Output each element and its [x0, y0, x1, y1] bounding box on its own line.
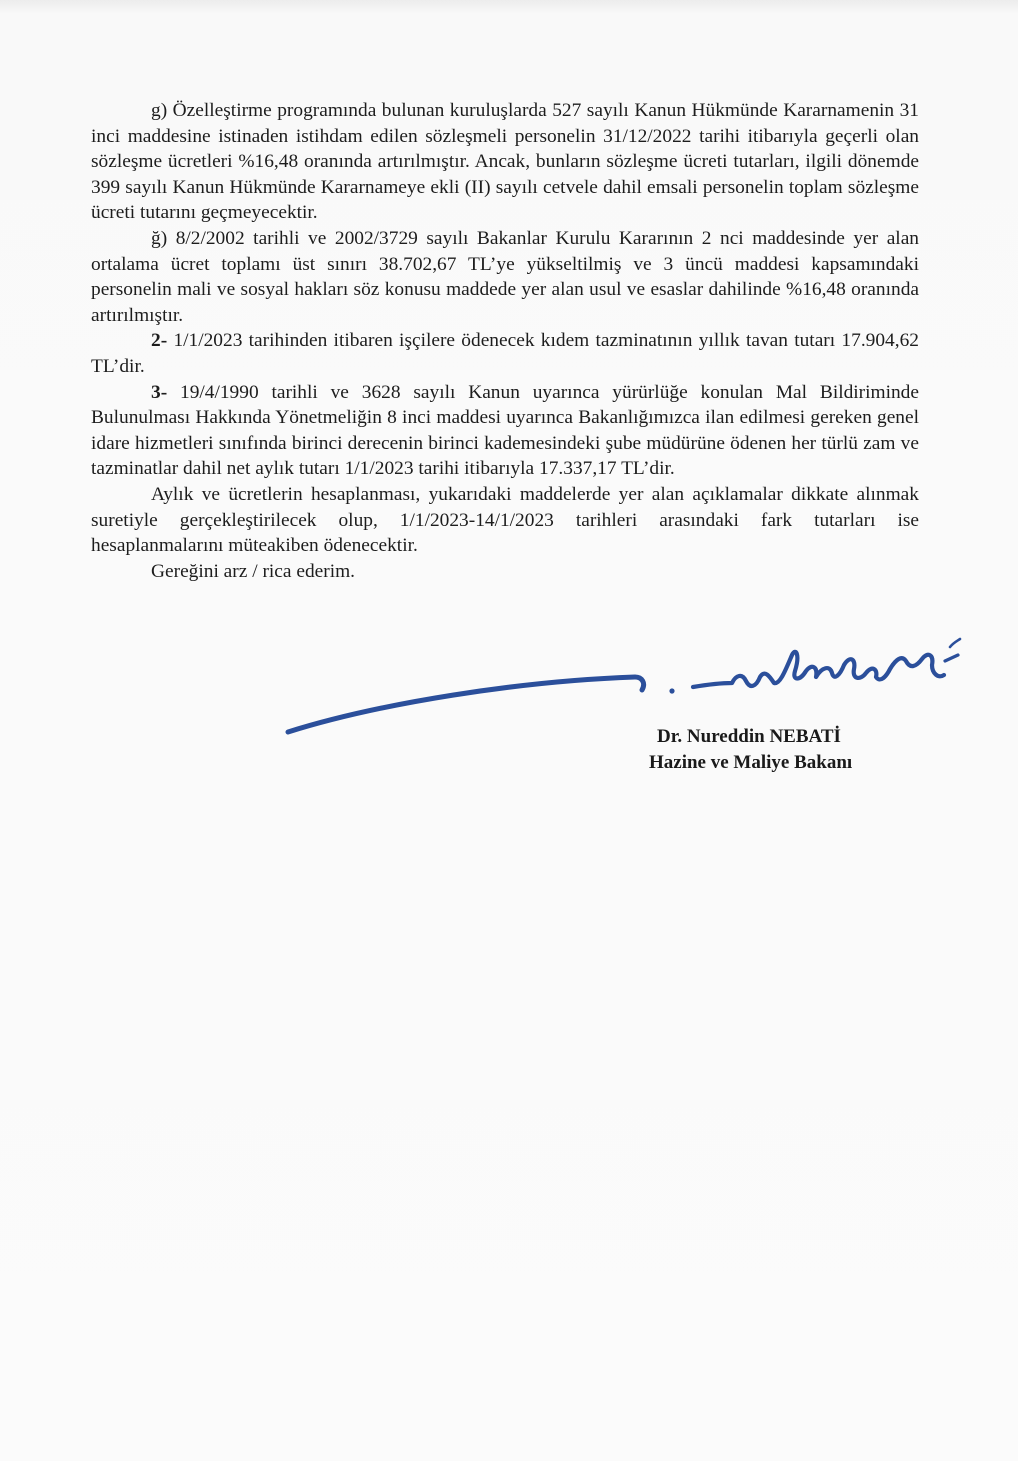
paragraph-closing: Aylık ve ücretlerin hesaplanması, yukarıdaki maddelerde yer alan açıklamalar dikkate alınmak suretiyle gerçekleştirilecek olup, 1/1/2023-14/1/2023 tarihleri arasındaki fark tutarları ise hesaplanmalarını müteakiben ödenecektir.	[91, 483, 919, 557]
letter-body	[91, 98, 919, 584]
signer-name: Dr. Nureddin NEBATİ	[657, 726, 841, 747]
paragraph-gg: ğ) 8/2/2002 tarihli ve 2002/3729 sayılı Bakanlar Kurulu Kararının 2 nci maddesinde yer alan ortalama ücret toplamı üst sınırı 38.702,67 TL’ye yükseltilmiş ve 3 üncü maddesi kapsamındaki personelin mali ve sosyal hakları söz konusu maddede yer alan usul ve esaslar dahilinde %16,48 oranında artırılmıştır.	[91, 227, 919, 326]
paragraph-item-3	[91, 380, 919, 482]
item-3-text: 19/4/1990 tarihli ve 3628 sayılı Kanun uyarınca yürürlüğe konulan Mal Bildiriminde Bulunulması Hakkında Yönetmeliğin 8 inci maddesi uyarınca Bakanlığımızca ilan edilmesi gereken genel idare hizmetleri sınıfında birinci derecenin birinci kademesindeki şube müdürüne ödenen her türlü zam ve tazminatlar dahil net aylık tutarı 1/1/2023 tarihi itibarıyla 17.337,17 TL’dir.	[91, 381, 919, 480]
paragraph-g: g) Özelleştirme programında bulunan kuruluşlarda 527 sayılı Kanun Hükmünde Kararnamenin 31 inci maddesine istinaden istihdam edilen sözleşmeli personelin 31/12/2022 tarihi itibarıyla geçerli olan sözleşme ücretleri %16,48 oranında artırılmıştır. Ancak, bunların sözleşme ücreti tutarları, ilgili dönemde 399 sayılı Kanun Hükmünde Kararnameye ekli (II) sayılı cetvele dahil emsali personelin toplam sözleşme ücreti tutarını geçmeyecektir.	[91, 100, 919, 224]
handwritten-signature	[280, 625, 970, 745]
item-2-text: 1/1/2023 tarihinden itibaren işçilere ödenecek kıdem tazminatının yıllık tavan tutarı 17.904,62 TL’dir.	[91, 330, 919, 377]
paragraph-item-2	[91, 328, 919, 379]
signer-block	[649, 724, 852, 776]
paragraph-request: Gereğini arz / rica ederim.	[151, 560, 356, 582]
signer-title: Hazine ve Maliye Bakanı	[649, 752, 853, 773]
item-2-number: 2-	[151, 330, 168, 352]
item-3-number: 3-	[151, 381, 168, 403]
